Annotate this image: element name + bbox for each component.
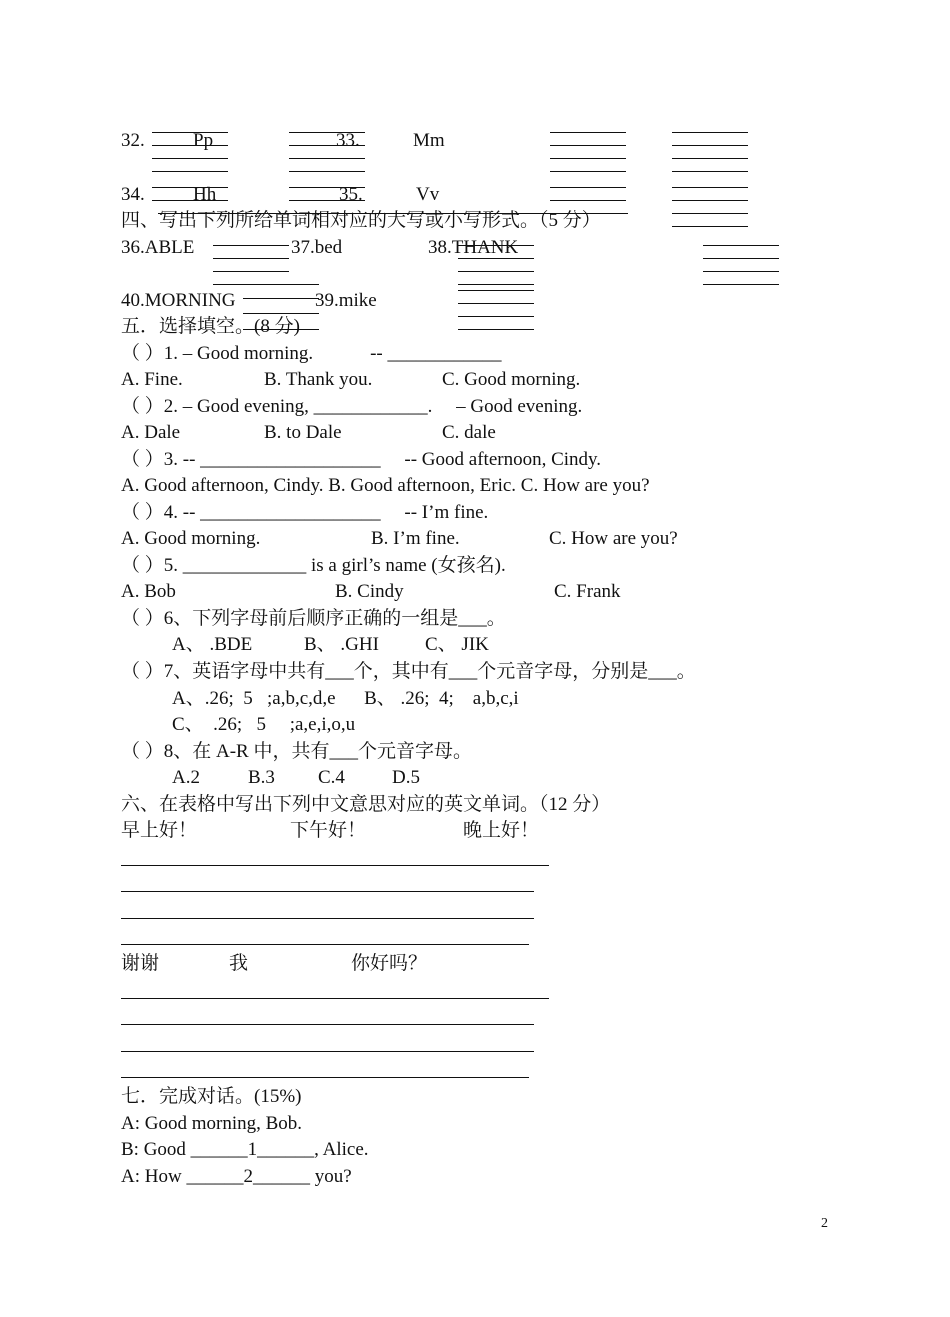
phrase-how-are-you: 你好吗？ [351, 953, 428, 974]
q4-stem: （ ）4. -- ___________________ -- I’m fine. [121, 502, 489, 523]
q35-letter: Vv [416, 184, 440, 205]
phrase-good-evening: 晚上好！ [463, 820, 540, 841]
q5-option-c: C. Frank [554, 581, 621, 602]
q6-option-c: C、 JIK [425, 634, 489, 655]
q32-number: 32. [121, 130, 145, 151]
q3-options: A. Good afternoon, Cindy. B. Good afternoon, Eric. C. How are you? [121, 475, 650, 496]
q6-stem: （ ）6、下列字母前后顺序正确的一组是___。 [121, 608, 506, 629]
section5-title: 五．选择填空。(8 分) [121, 316, 300, 337]
section7-title: 七．完成对话。(15%) [121, 1086, 302, 1107]
phrase-thank-you: 谢谢 [121, 953, 160, 974]
q35-number: 35. [339, 184, 363, 205]
phrase-i: 我 [229, 953, 249, 974]
q2-stem: （ ）2. – Good evening, ____________. – Good evening. [121, 396, 583, 417]
q4-option-a: A. Good morning. [121, 528, 261, 549]
q8-option-b: B.3 [248, 767, 275, 788]
section5-overlay-line [243, 329, 319, 330]
q40-word: 40.MORNING [121, 290, 236, 311]
page-number: 2 [821, 1216, 828, 1231]
q7-options-row2: C、 .26; 5 ;a,e,i,o,u [172, 714, 356, 735]
q36-word: 36.ABLE [121, 237, 195, 258]
q8-option-c: C.4 [318, 767, 345, 788]
dialogue-line-3: A: How ______2______ you? [121, 1166, 352, 1187]
q2-option-c: C. dale [442, 422, 496, 443]
q7-stem: （ ）7、英语字母中共有___个，其中有___个元音字母，分别是___。 [121, 661, 696, 682]
q6-option-b: B、 .GHI [304, 634, 379, 655]
q34-number: 34. [121, 184, 145, 205]
q33-number: 33. [336, 130, 360, 151]
q1-option-a: A. Fine. [121, 369, 183, 390]
section4-overlay-line [158, 213, 628, 214]
dialogue-line-1: A: Good morning, Bob. [121, 1113, 303, 1134]
q39-word: 39.mike [315, 290, 377, 311]
q8-option-a: A.2 [172, 767, 200, 788]
q7-options-row1: A、.26; 5 ;a,b,c,d,e B、 .26; 4; a,b,c,i [172, 688, 519, 709]
q4-option-b: B. I’m fine. [371, 528, 460, 549]
q8-option-d: D.5 [392, 767, 420, 788]
q34-letter: Hh [193, 184, 217, 205]
q32-letter: Pp [193, 130, 214, 151]
q5-option-b: B. Cindy [335, 581, 404, 602]
phrase-good-afternoon: 下午好！ [290, 820, 367, 841]
q1-option-c: C. Good morning. [442, 369, 581, 390]
q38-word: 38.THANK [428, 237, 519, 258]
q5-option-a: A. Bob [121, 581, 176, 602]
q3-stem: （ ）3. -- ___________________ -- Good afternoon, Cindy. [121, 449, 602, 470]
q2-option-b: B. to Dale [264, 422, 342, 443]
q8-stem: （ ）8、在 A-R 中，共有___个元音字母。 [121, 741, 472, 762]
q37-word: 37.bed [291, 237, 343, 258]
section4-title: 四、写出下列所给单词相对应的大写或小写形式。（5 分） [121, 210, 601, 231]
q5-stem: （ ）5. _____________ is a girl’s name (女孩名). [121, 555, 506, 576]
q1-stem: （ ）1. – Good morning. -- ____________ [121, 343, 502, 364]
q33-letter: Mm [413, 130, 445, 151]
q1-option-b: B. Thank you. [264, 369, 373, 390]
dialogue-line-2: B: Good ______1______, Alice. [121, 1139, 369, 1160]
q2-option-a: A. Dale [121, 422, 181, 443]
q6-option-a: A、 .BDE [172, 634, 253, 655]
phrase-good-morning: 早上好！ [121, 820, 198, 841]
q4-option-c: C. How are you? [549, 528, 678, 549]
section6-title: 六、在表格中写出下列中文意思对应的英文单词。（12 分） [121, 794, 611, 815]
